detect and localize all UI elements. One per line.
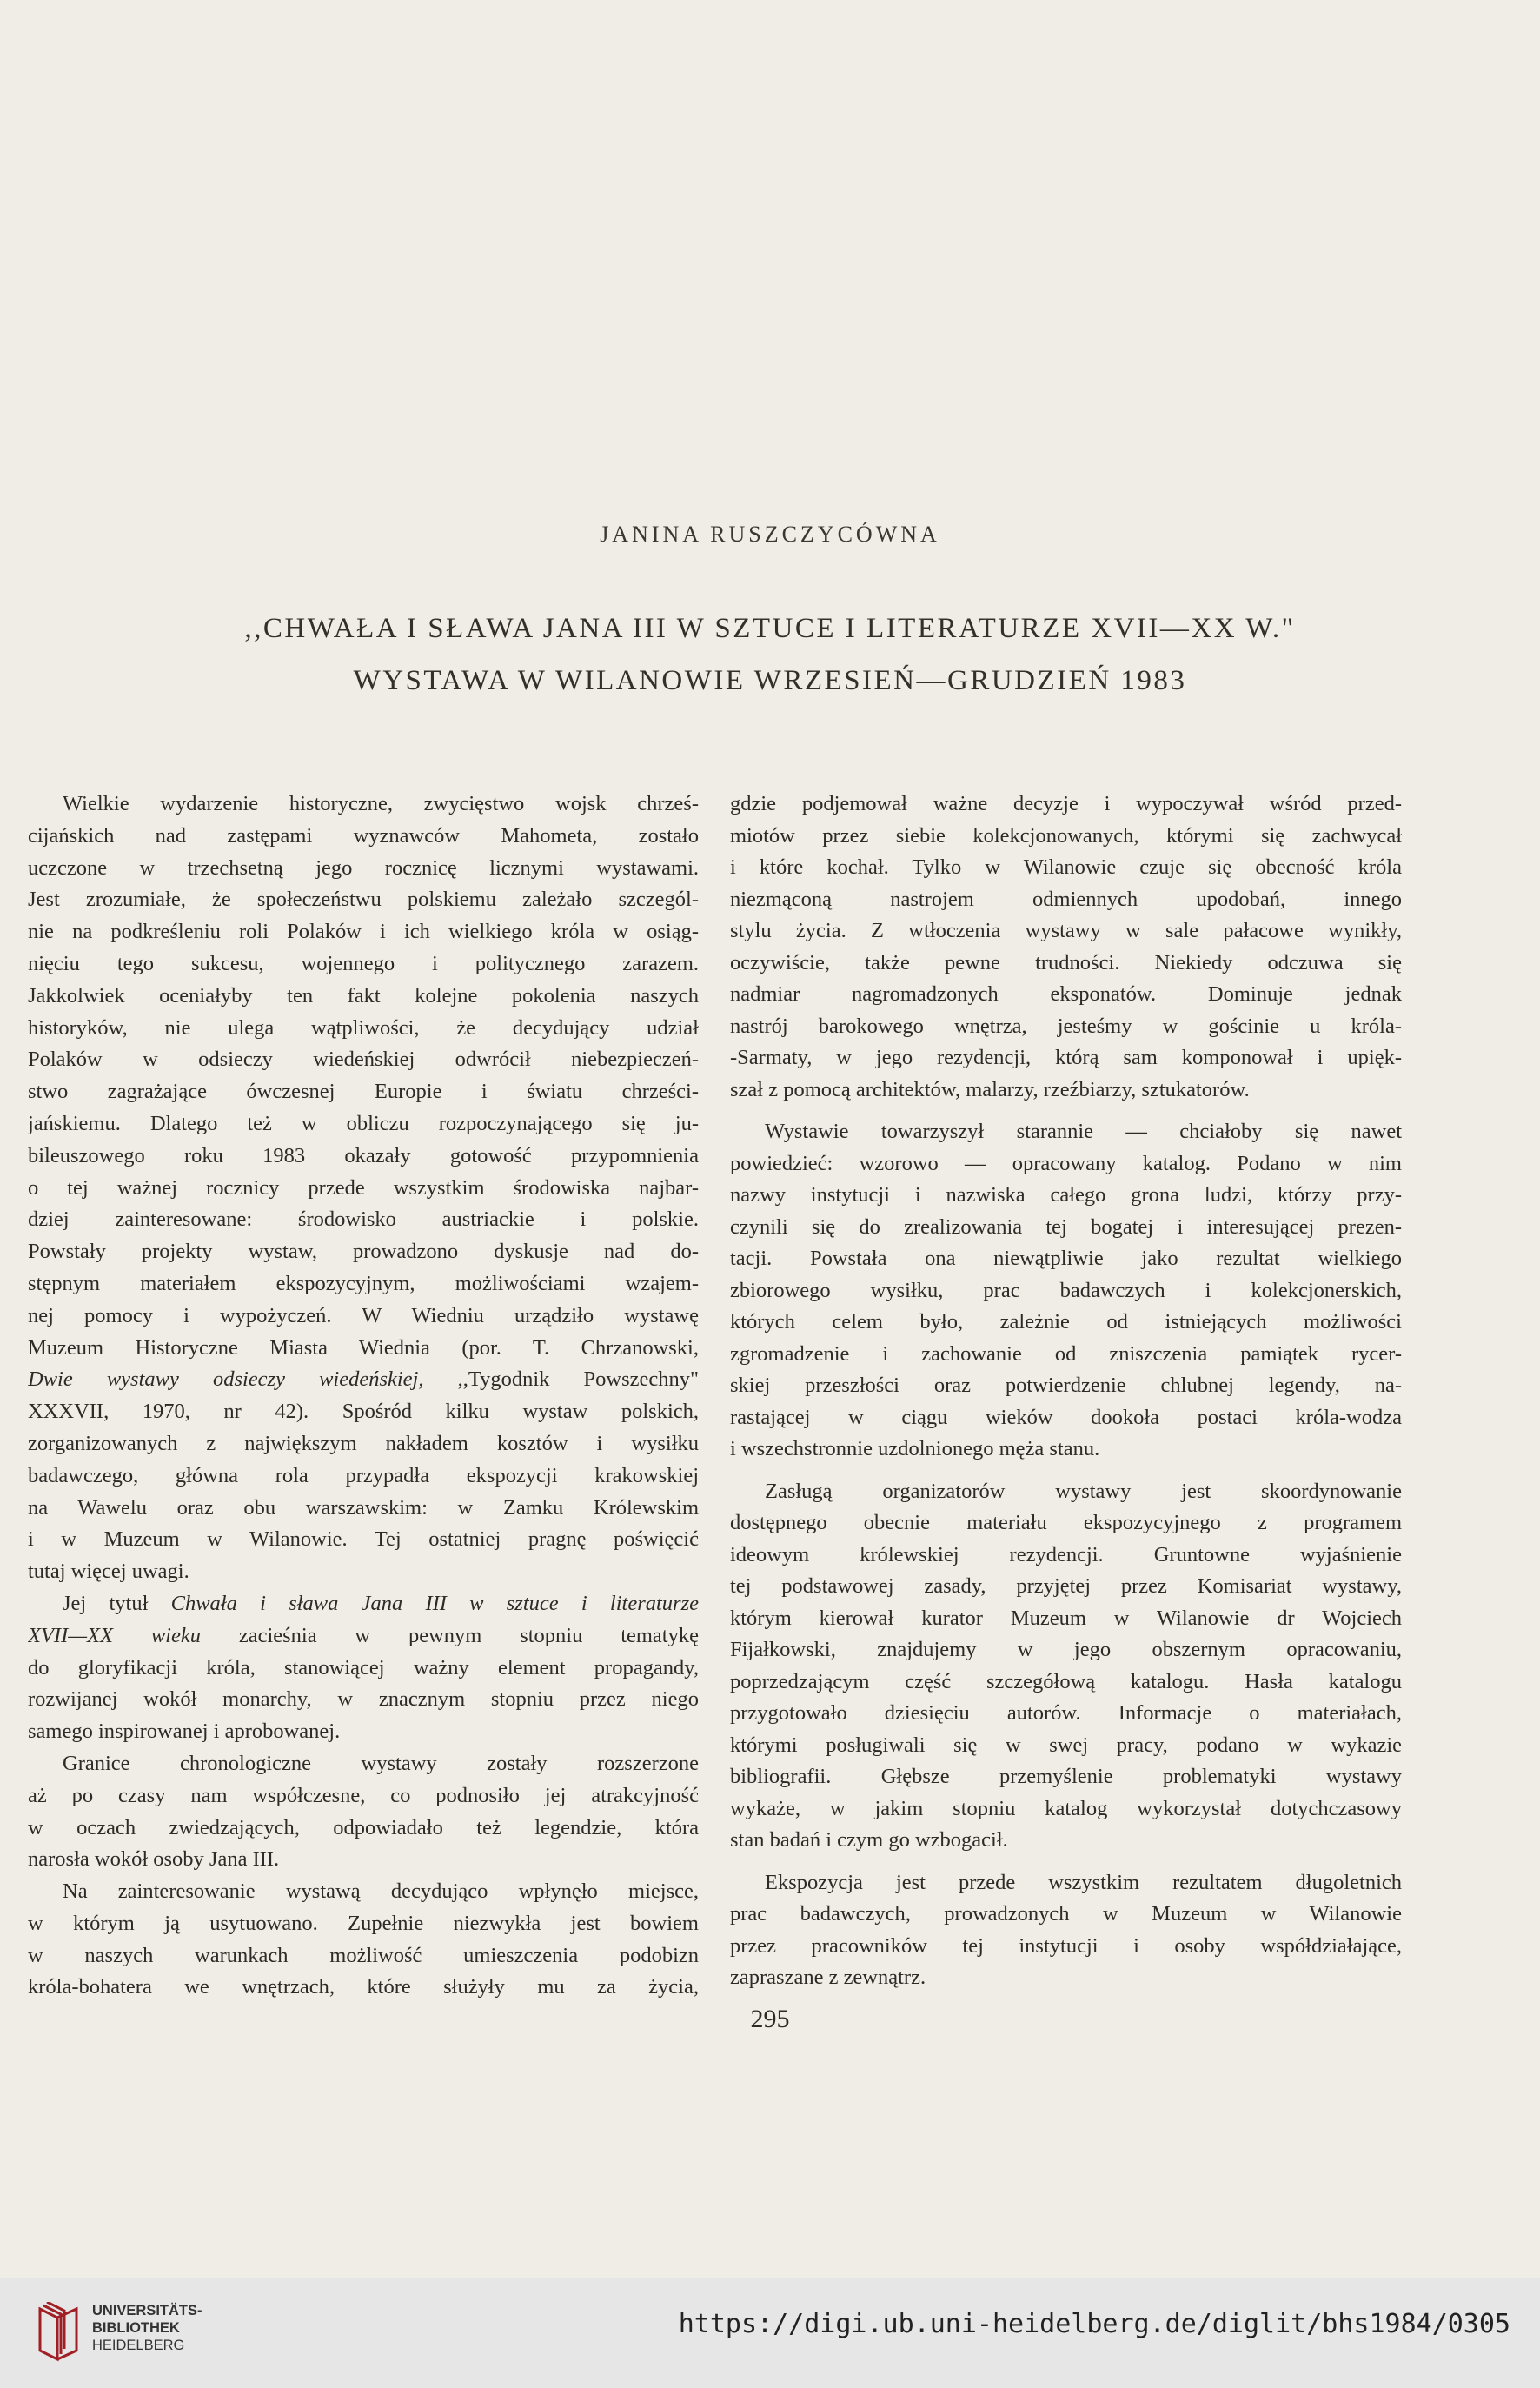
text-line (730, 1275, 1402, 1307)
text-line (28, 1684, 699, 1716)
library-book-icon[interactable] (35, 2302, 83, 2363)
text-span: Jakkolwiek oceniałyby ten fakt kolejne pokolenia naszych (28, 983, 699, 1008)
text-span: w naszych warunkach możliwość umieszczenia podobizn (28, 1943, 699, 1967)
text-span: przez pracowników tej instytucji i osoby współdziałające, (730, 1933, 1402, 1958)
text-line (28, 1428, 699, 1460)
text-span: stwo zagrażające ówczesnej Europie i światu chrześci- (28, 1080, 699, 1104)
text-line (730, 1603, 1402, 1635)
text-span: króla-bohatera we wnętrzach, które służyły mu za życia, (28, 1975, 699, 1999)
text-span: Polaków w odsieczy wiedeńskiej odwrócił niebezpieczeń- (28, 1048, 699, 1072)
text-line (730, 1011, 1402, 1043)
text-span: Zasługą organizatorów wystawy jest skoordynowanie (765, 1479, 1402, 1503)
text-span: niezmąconą nastrojem odmiennych upodobań, innego (730, 887, 1402, 911)
text-span: w oczach zwiedzających, odpowiadało też legendzie, która (28, 1815, 699, 1839)
text-span: do gloryfikacji króla, stanowiącej ważny element propagandy, (28, 1655, 699, 1680)
text-span: tacji. Powstała ona niewątpliwie jako rezultat wielkiego (730, 1247, 1402, 1270)
text-line (730, 821, 1402, 853)
text-line (28, 1876, 699, 1908)
text-line (28, 1076, 699, 1108)
text-span: i które kochał. Tylko w Wilanowie czuje się obecność króla (730, 855, 1402, 879)
text-span: historyków, nie ulega wątpliwości, że decydujący udział (28, 1015, 699, 1040)
text-span: -Sarmaty, w jego rezydencji, którą sam komponował i upięk- (730, 1046, 1402, 1069)
text-line (28, 1556, 699, 1588)
text-line (28, 1396, 699, 1428)
text-line (28, 948, 699, 981)
text-span: Jej tytuł (63, 1591, 171, 1615)
text-line (730, 1698, 1402, 1730)
text-line (28, 1813, 699, 1845)
text-line (28, 1972, 699, 2004)
text-span: Wystawie towarzyszył starannie — chciałoby się nawet (765, 1120, 1402, 1143)
text-span: Jest zrozumiałe, że społeczeństwu polskiemu zależało szczegól- (28, 888, 699, 912)
text-line (28, 1364, 699, 1396)
text-span: przygotowało dziesięciu autorów. Informacje o materiałach, (730, 1701, 1402, 1725)
text-span: bibliografii. Głębsze przemyślenie problematyki wystawy (730, 1765, 1402, 1788)
text-span: na Wawelu oraz obu warszawskim: w Zamku Królewskim (28, 1495, 699, 1520)
text-line (730, 915, 1402, 948)
text-span: samego inspirowanej i aprobowanej. (28, 1719, 341, 1744)
text-line (28, 1748, 699, 1780)
text-span: badawczego, główna rola przypadła ekspozycji krakowskiej (28, 1463, 699, 1487)
text-line (730, 1148, 1402, 1181)
text-span: Na zainteresowanie wystawą decydująco wpłynęło miejsce, (63, 1879, 699, 1904)
library-logo-text[interactable] (92, 2302, 202, 2354)
text-span: nazwy instytucji i nazwiska całego grona ludzi, którzy przy- (730, 1183, 1402, 1207)
text-span: Chwała i sława Jana III w sztuce i literaturze (170, 1591, 699, 1615)
text-line (730, 948, 1402, 980)
text-span: narosła wokół osoby Jana III. (28, 1847, 280, 1872)
text-line (28, 1173, 699, 1205)
text-span: powiedzieć: wzorowo — opracowany katalog. Podano w nim (730, 1151, 1402, 1175)
text-line (730, 1962, 1402, 1994)
logo-line-2: BIBLIOTHEK (92, 2320, 180, 2336)
text-span: gdzie podjemował ważne decyzje i wypoczywał wśród przed- (730, 792, 1402, 815)
page-number: 295 (750, 2005, 790, 2033)
text-line (730, 1339, 1402, 1371)
text-span: prac badawczych, prowadzonych w Muzeum w Wilanowie (730, 1902, 1402, 1926)
text-span: nie na podkreśleniu roli Polaków i ich wielkiego króla w osiąg- (28, 920, 699, 944)
text-line (730, 1666, 1402, 1699)
text-line (28, 1013, 699, 1045)
text-line (28, 1716, 699, 1748)
text-line (28, 1236, 699, 1268)
text-line (28, 1780, 699, 1813)
text-span: którym kierował kurator Muzeum w Wilanowie dr Wojciech (730, 1606, 1402, 1630)
text-line (28, 1108, 699, 1141)
text-line (730, 1180, 1402, 1212)
text-span: w którym ją usytuowano. Zupełnie niezwykła jest bowiem (28, 1911, 699, 1935)
text-line (730, 1825, 1402, 1857)
text-span: zgromadzenie i zachowanie od zniszczenia pamiątek rycer- (730, 1341, 1402, 1366)
text-line (28, 1653, 699, 1685)
text-span: stan badań i czym go wzbogacił. (730, 1828, 1008, 1852)
text-line (730, 1761, 1402, 1793)
text-line (28, 1620, 699, 1653)
text-line (730, 1433, 1402, 1466)
text-line (28, 1141, 699, 1173)
text-span: cijańskich nad zastępami wyznawców Mahometa, zostało (28, 823, 699, 848)
text-span: nadmiar nagromadzonych eksponatów. Dominuje jednak (730, 982, 1402, 1006)
text-line (730, 1042, 1402, 1074)
text-span: których celem było, zależnie od istniejących możliwości (730, 1310, 1402, 1334)
text-span: i w Muzeum w Wilanowie. Tej ostatniej pragnę poświęcić (28, 1527, 699, 1552)
text-line (28, 1940, 699, 1972)
author-name: JANINA RUSZCZYCÓWNA (600, 522, 940, 547)
text-span: oczywiście, także pewne trudności. Niekiedy odczuwa się (730, 950, 1402, 974)
text-span: stylu życia. Z wtłoczenia wystawy w sale pałacowe wynikły, (730, 919, 1402, 942)
text-line (28, 853, 699, 885)
text-span: którymi posługiwali się w swej pracy, podano w wykazie (730, 1733, 1402, 1757)
text-line (730, 1116, 1402, 1148)
text-line (730, 1730, 1402, 1762)
text-span: zapraszane z zewnątrz. (730, 1966, 926, 1989)
text-line (730, 1476, 1402, 1508)
text-line (28, 1460, 699, 1493)
text-span: aż po czasy nam współczesne, co podnosiło jej atrakcyjność (28, 1783, 699, 1807)
text-span: nej pomocy i wypożyczeń. W Wiedniu urządziło wystawę (28, 1303, 699, 1327)
text-line (28, 1844, 699, 1876)
text-span: czynili się do zrealizowania tej bogatej i interesującej prezen- (730, 1214, 1402, 1239)
text-line (28, 916, 699, 948)
text-span: stępnym materiałem ekspozycyjnym, możliwościami wzajem- (28, 1271, 699, 1295)
text-span: nastrój barokowego wnętrza, jesteśmy w gościnie u króla- (730, 1014, 1402, 1038)
text-line (28, 981, 699, 1013)
text-span: Dwie wystawy odsieczy wiedeńskiej, (28, 1367, 424, 1392)
logo-line-1: UNIVERSITÄTS- (92, 2303, 202, 2318)
text-line (28, 1493, 699, 1525)
text-span: uczczone w trzechsetną jego rocznicę licznymi wystawami. (28, 855, 699, 880)
logo-line-3: HEIDELBERG (92, 2338, 185, 2353)
text-line (730, 852, 1402, 884)
text-line (730, 1212, 1402, 1244)
text-line (730, 1402, 1402, 1434)
text-line (28, 788, 699, 821)
text-line (730, 1074, 1402, 1107)
text-span: o tej ważnej rocznicy przede wszystkim środowiska najbar- (28, 1175, 699, 1200)
text-span: XVII—XX wieku (28, 1623, 201, 1647)
text-line (730, 979, 1402, 1011)
text-span: jańskiemu. Dlatego też w obliczu rozpoczynającego się ju- (28, 1111, 699, 1135)
text-line (28, 1524, 699, 1556)
left-text-column (28, 788, 699, 2004)
text-line (730, 788, 1402, 821)
source-url[interactable]: https://digi.ub.uni-heidelberg.de/diglit/bhs1984/0305 (678, 2309, 1510, 2339)
text-line (730, 1571, 1402, 1603)
text-span: Ekspozycja jest przede wszystkim rezultatem długoletnich (765, 1870, 1402, 1894)
text-span: tutaj więcej uwagi. (28, 1560, 189, 1584)
text-span: zorganizowanych z największym nakładem kosztów i wysiłku (28, 1431, 699, 1455)
text-line (730, 1634, 1402, 1666)
text-span: ,,Tygodnik Powszechny" (423, 1367, 699, 1392)
text-line (730, 1931, 1402, 1963)
article-title-line-1: ,,CHWAŁA I SŁAWA JANA III W SZTUCE I LITERATURZE XVII—XX W." (244, 613, 1296, 644)
text-line (730, 1899, 1402, 1931)
text-line (28, 884, 699, 916)
text-line (28, 1588, 699, 1620)
text-span: dostępnego obecnie materiału ekspozycyjnego z programem (730, 1511, 1402, 1534)
text-line (28, 1300, 699, 1333)
text-span: XXXVII, 1970, nr 42). Spośród kilku wystaw polskich, (28, 1400, 699, 1424)
text-line (28, 1333, 699, 1365)
text-span: ideowym królewskiej rezydencji. Gruntowne wyjaśnienie (730, 1542, 1402, 1567)
text-line (28, 1204, 699, 1236)
text-span: wykaże, w jakim stopniu katalog wykorzystał dotychczasowy (730, 1796, 1402, 1820)
text-span: Powstały projekty wystaw, prowadzono dyskusje nad do- (28, 1240, 699, 1264)
text-span: poprzedzającym część szczegółową katalogu. Hasła katalogu (730, 1669, 1402, 1693)
text-line (28, 1044, 699, 1076)
text-line (28, 1268, 699, 1300)
text-span: nięciu tego sukcesu, wojennego i politycznego zarazem. (28, 951, 699, 975)
text-line (730, 1540, 1402, 1572)
text-line (730, 1793, 1402, 1826)
text-span: i wszechstronnie uzdolnionego męża stanu. (730, 1437, 1100, 1460)
text-line (730, 1370, 1402, 1402)
text-span: Fijałkowski, znajdujemy w jego obszernym opracowaniu, (730, 1638, 1402, 1661)
text-span: skiej przeszłości oraz potwierdzenie chlubnej legendy, na- (730, 1374, 1402, 1397)
text-span: Wielkie wydarzenie historyczne, zwycięstwo wojsk chrześ- (63, 792, 699, 815)
text-span: zbiorowego wysiłku, prac badawczych i kolekcjonerskich, (730, 1278, 1402, 1302)
text-line (28, 821, 699, 853)
text-span: szał z pomocą architektów, malarzy, rzeźbiarzy, sztukatorów. (730, 1077, 1250, 1101)
text-line (730, 1243, 1402, 1275)
text-line (28, 1908, 699, 1940)
text-span: zacieśnia w pewnym stopniu tematykę (200, 1623, 699, 1647)
text-span: tej podstawowej zasady, przyjętej przez Komisariat wystawy, (730, 1574, 1402, 1598)
text-span: bileuszowego roku 1983 okazały gotowość przypomnienia (28, 1143, 699, 1167)
text-span: miotów przez siebie kolekcjonowanych, którymi się zachwycał (730, 823, 1402, 848)
text-line (730, 1867, 1402, 1899)
article-title-line-2: WYSTAWA W WILANOWIE WRZESIEŃ—GRUDZIEŃ 1983 (353, 665, 1187, 696)
text-span: rastającej w ciągu wieków dookoła postaci króla-wodza (730, 1405, 1402, 1429)
text-line (730, 1507, 1402, 1540)
right-text-column (730, 788, 1402, 1994)
text-span: dziej zainteresowane: środowisko austriackie i polskie. (28, 1207, 699, 1232)
text-span: Granice chronologiczne wystawy zostały rozszerzone (63, 1751, 699, 1775)
text-span: Muzeum Historyczne Miasta Wiednia (por. T. Chrzanowski, (28, 1335, 699, 1360)
text-span: rozwijanej wokół monarchy, w znacznym stopniu przez niego (28, 1687, 699, 1712)
text-line (730, 884, 1402, 916)
text-line (730, 1307, 1402, 1339)
